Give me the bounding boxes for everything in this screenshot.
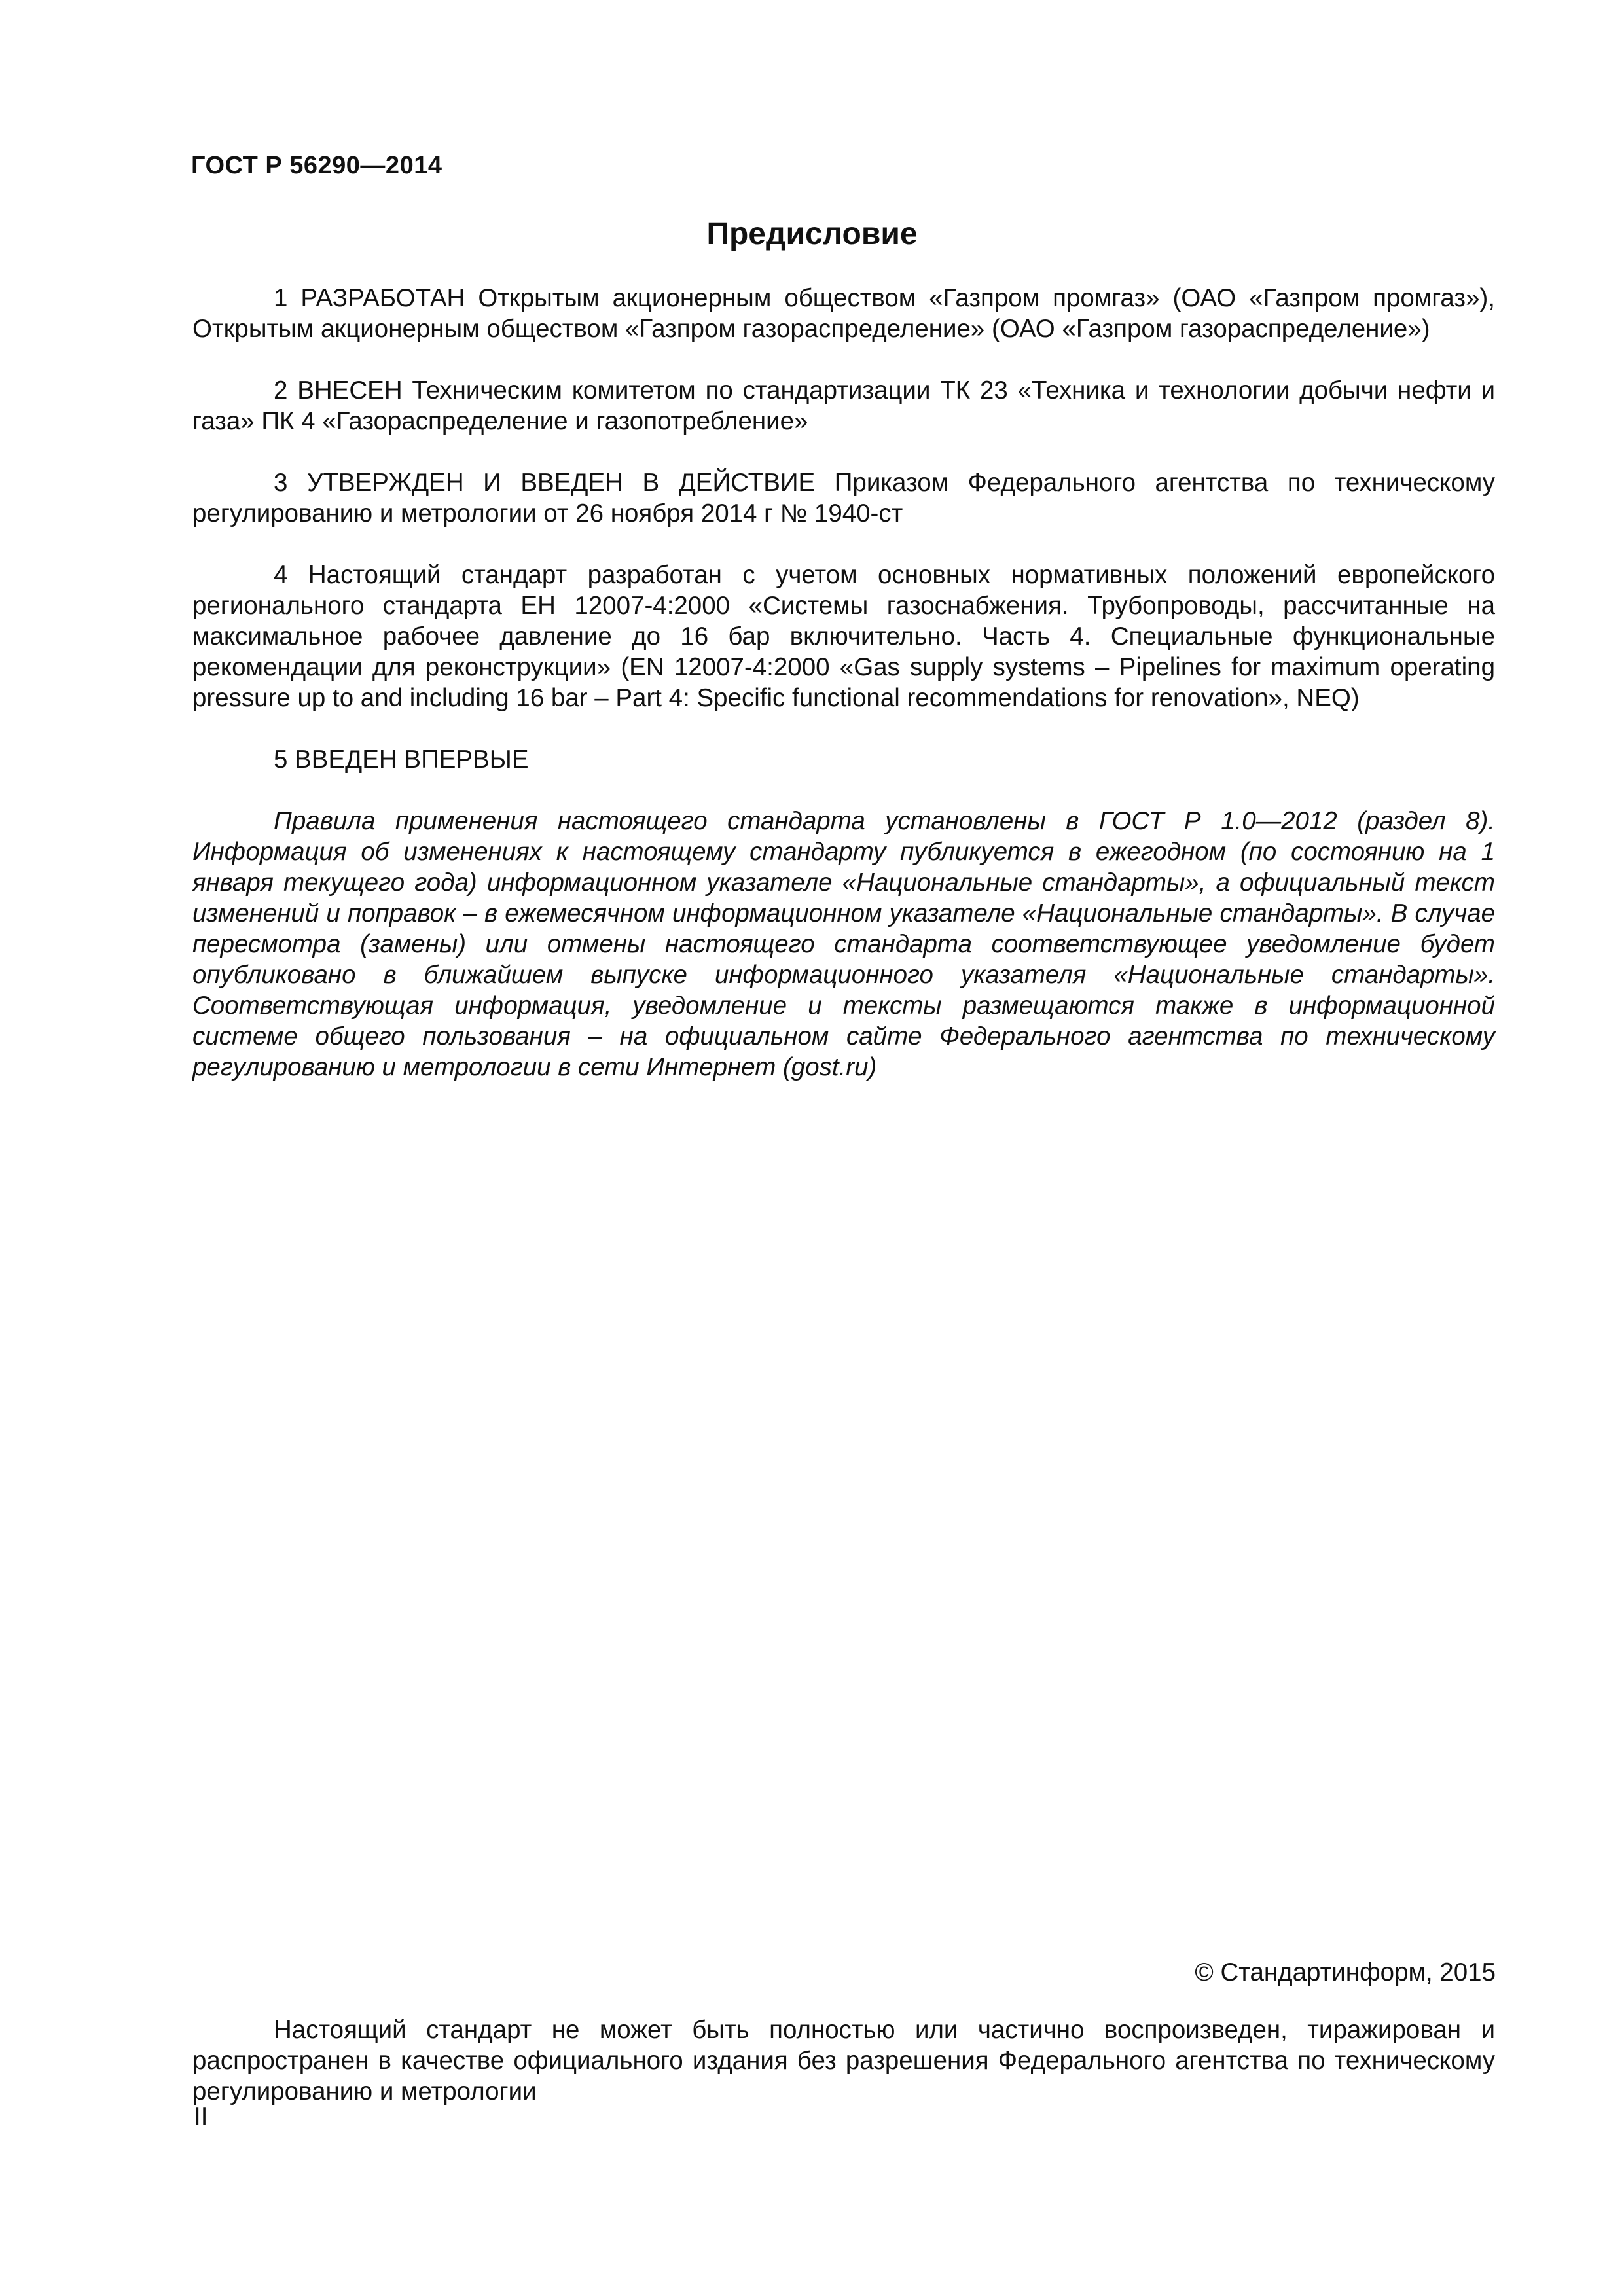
preface-item-approved: 3 УТВЕРЖДЕН И ВВЕДЕН В ДЕЙСТВИЕ Приказом Федерального агентства по техническому регулированию и метрологии от 26 ноября 2014 г № 1940-ст [192,469,1495,528]
copyright-line: © Стандартинформ, 2015 [1195,1958,1496,1986]
preface-item-submitted: 2 ВНЕСЕН Техническим комитетом по стандартизации ТК 23 «Техника и технологии добычи нефти и газа» ПК 4 «Газораспределение и газопотребление» [192,376,1495,435]
preface-body [192,283,1495,1113]
page-number: II [194,2102,208,2130]
document-code: ГОСТ Р 56290—2014 [191,152,442,179]
preface-item-developed: 1 РАЗРАБОТАН Открытым акционерным обществом «Газпром промгаз» (ОАО «Газпром промгаз»), Открытым акционерным обществом «Газпром газораспределение» (ОАО «Газпром газораспределение») [192,284,1495,343]
preface-title: Предисловие [706,217,918,251]
application-note: Правила применения настоящего стандарта установлены в ГОСТ Р 1.0—2012 (раздел 8). Информация об изменениях к настоящему стандарту публикуется в ежегодном (по состоянию на 1 января текущего года) информационном указателе «Национальные стандарты», а официальный текст изменений и поправок – в ежемесячном информационном указателе «Национальные стандарты». В случае пересмотра (замены) или отмены настоящего стандарта соответствующее уведомление будет опубликовано в ближайшем выпуске информационного указателя «Национальные стандарты». Соответствующая информация, уведомление и тексты размещаются также в информационной системе общего пользования – на официальном сайте Федерального агентства по техническому регулированию и метрологии в сети Интернет (gost.ru) [192,807,1495,1081]
reproduction-notice: Настоящий стандарт не может быть полностью или частично воспроизведен, тиражирован и распространен в качестве официального издания без разрешения Федерального агентства по техническому регулированию и метрологии [192,2016,1495,2106]
preface-item-first-introduced: 5 ВВЕДЕН ВПЕРВЫЕ [274,745,529,774]
preface-item-basis: 4 Настоящий стандарт разработан с учетом основных нормативных положений европейского регионального стандарта ЕН 12007-4:2000 «Системы газоснабжения. Трубопроводы, рассчитанные на максимальное рабочее давление до 16 бар включительно. Часть 4. Специальные функциональные рекомендации для реконструкции» (EN 12007-4:2000 «Gas supply systems – Pipelines for maximum operating pressure up to and including 16 bar – Part 4: Specific functional recommendations for renovation», NEQ) [192,561,1495,712]
